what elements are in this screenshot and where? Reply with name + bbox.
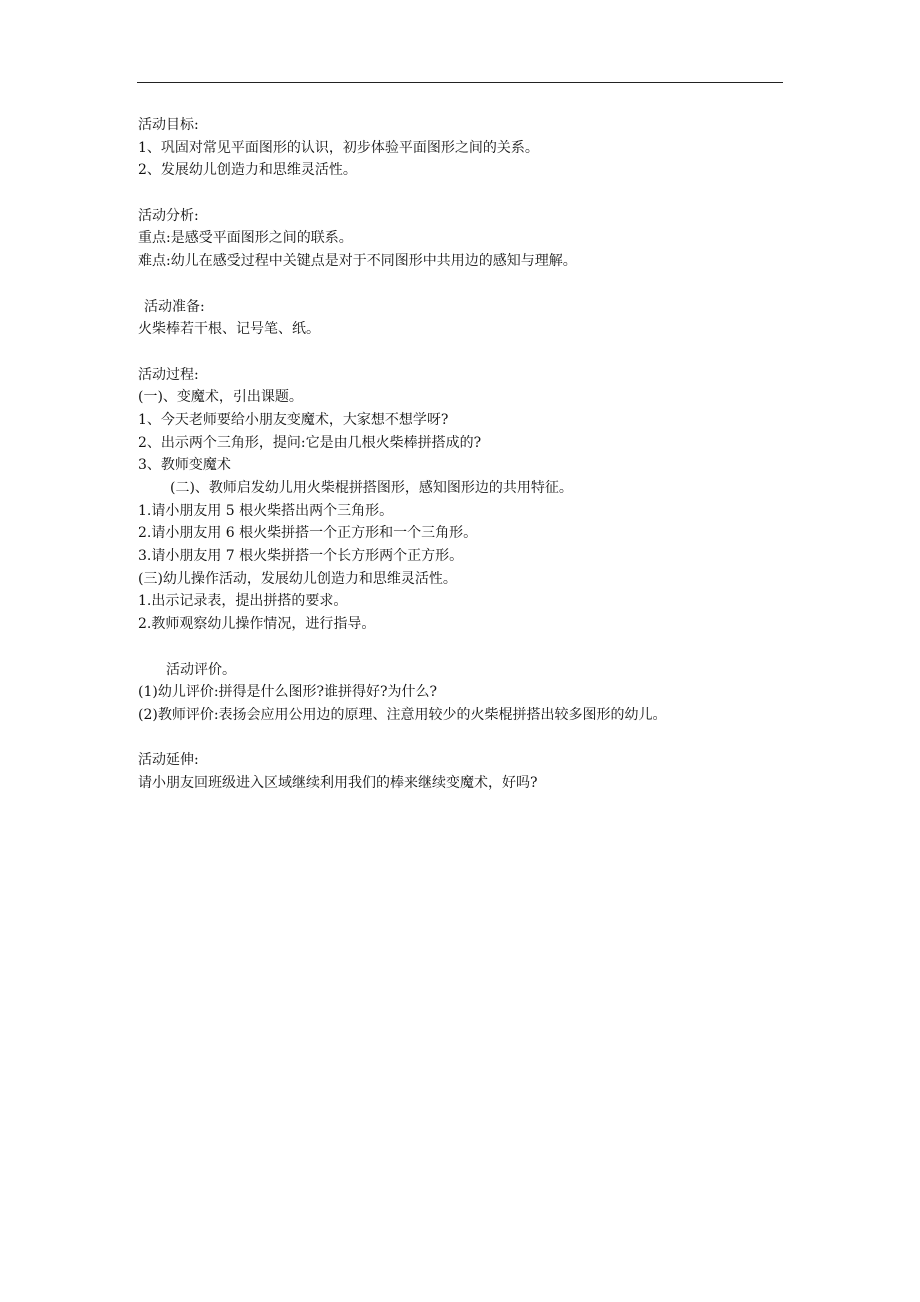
section-heading: 活动过程: [138,366,199,383]
list-item: 3、教师变魔术 [138,457,231,474]
list-item: (2)教师评价:表扬会应用公用边的原理、注意用较少的火柴棍拼搭出较多图形的幼儿。 [138,706,667,723]
section-extension [138,749,818,794]
section-process [138,364,818,636]
document-body [138,114,818,795]
section-analysis [138,205,818,273]
list-item: (三)幼儿操作活动，发展幼儿创造力和思维灵活性。 [138,570,457,587]
section-heading: 活动延伸: [138,752,199,769]
section-objectives [138,114,818,182]
section-heading: 活动目标: [138,117,199,133]
list-item: 火柴棒若干根、记号笔、纸。 [138,321,320,338]
section-heading: 活动分析: [138,207,199,224]
list-item: 2、发展幼儿创造力和思维灵活性。 [138,162,357,179]
section-heading: 活动准备: [144,298,205,315]
list-item: 1、巩固对常见平面图形的认识，初步体验平面图形之间的关系。 [138,139,539,156]
list-item: 2、出示两个三角形，提问:它是由几根火柴棒拼搭成的? [138,434,482,451]
list-item: 1.出示记录表，提出拼搭的要求。 [138,593,348,610]
header-rule [137,82,783,83]
section-evaluation [138,659,818,727]
list-item: (二)、教师启发幼儿用火柴棍拼搭图形，感知图形边的共用特征。 [170,480,573,496]
section-preparation [138,296,818,341]
list-item: 难点:幼儿在感受过程中关键点是对于不同图形中共用边的感知与理解。 [138,253,577,270]
list-item: 3.请小朋友用 7 根火柴拼搭一个长方形两个正方形。 [138,548,464,565]
list-item: (一)、变魔术，引出课题。 [138,389,303,406]
list-item: (1)幼儿评价:拼得是什么图形?谁拼得好?为什么? [138,684,438,701]
list-item: 1.请小朋友用 5 根火柴搭出两个三角形。 [138,502,394,519]
list-item: 请小朋友回班级进入区域继续利用我们的棒来继续变魔术，好吗? [138,774,538,791]
section-heading: 活动评价。 [166,661,236,678]
list-item: 2.请小朋友用 6 根火柴拼搭一个正方形和一个三角形。 [138,525,478,542]
list-item: 2.教师观察幼儿操作情况，进行指导。 [138,616,376,633]
list-item: 1、今天老师要给小朋友变魔术，大家想不想学呀? [138,411,449,428]
list-item: 重点:是感受平面图形之间的联系。 [138,230,353,247]
